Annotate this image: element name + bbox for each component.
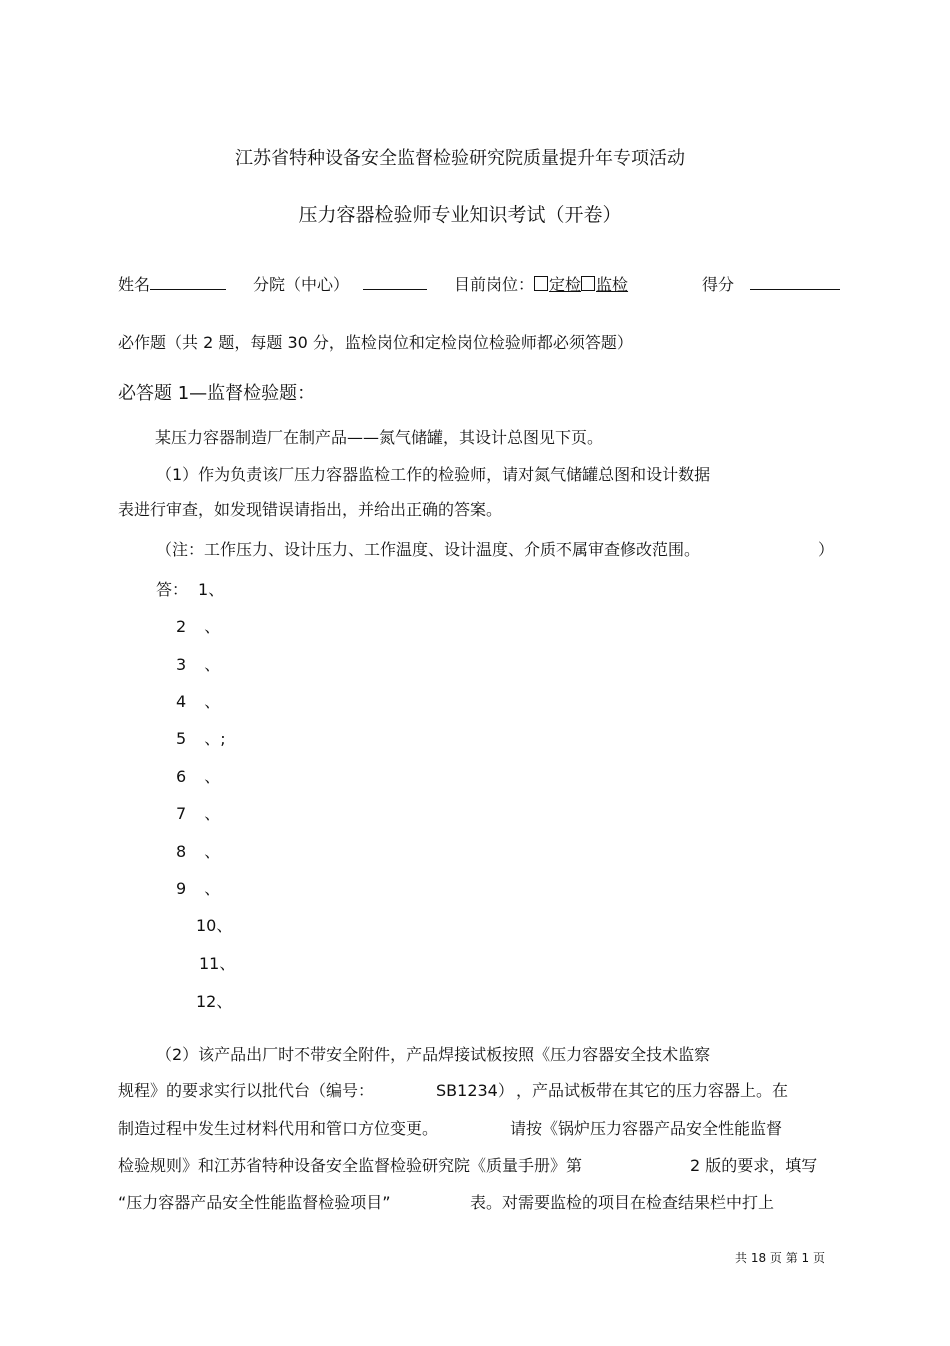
answer-item: 12、	[196, 992, 233, 1011]
title-institute: 江苏省特种设备安全监督检验研究院质量提升年专项活动	[235, 148, 685, 169]
answer-item: 8 、	[176, 842, 221, 861]
answer-item: 6 、	[176, 767, 221, 786]
answer-item: 2 、	[176, 617, 221, 636]
page-footer: 共 18 页 第 1 页	[735, 1251, 825, 1265]
answer-item: 11、	[199, 954, 236, 973]
part2-line5b: 表。对需要监检的项目在检查结果栏中打上	[470, 1193, 775, 1212]
part2-line4b: 2 版的要求，填写	[690, 1156, 818, 1175]
title-exam: 压力容器检验师专业知识考试（开卷）	[298, 204, 622, 226]
branch-field	[253, 275, 427, 295]
checkbox-dingjian[interactable]	[534, 276, 548, 291]
part2-code: SB1234）	[436, 1081, 514, 1100]
part2-line1: （2）该产品出厂时不带安全附件，产品焊接试板按照《压力容器安全技术监察	[156, 1045, 711, 1064]
answer-item: 1、	[198, 580, 225, 599]
part2-line3a: 制造过程中发生过材料代用和管口方位变更。	[118, 1119, 439, 1138]
score-blank[interactable]	[750, 275, 840, 290]
position-label: 目前岗位：	[454, 275, 535, 294]
part2-line3b: 请按《锅炉压力容器产品安全性能监督	[510, 1119, 783, 1138]
answer-item: 7 、	[176, 804, 221, 823]
answer-item: 4 、	[176, 692, 221, 711]
option-jianjian: 监检	[596, 275, 629, 294]
part2-line5a: “压力容器产品安全性能监督检验项目”	[118, 1193, 391, 1212]
answer-item: 10、	[196, 916, 233, 935]
part1-line2: 表进行审查，如发现错误请指出，并给出正确的答案。	[118, 500, 503, 519]
note-close: ）	[818, 540, 835, 559]
position-field	[454, 275, 628, 295]
part2-line4a: 检验规则》和江苏省特种设备安全监督检验研究院《质量手册》第	[118, 1156, 583, 1175]
answer-item: 5 、;	[176, 729, 226, 748]
instruction: 必作题（共 2 题，每题 30 分，监检岗位和定检岗位检验师都必须答题）	[118, 333, 633, 352]
part2-line2a: 规程》的要求实行以批代台（编号：	[118, 1081, 375, 1100]
answer-item: 9 、	[176, 879, 221, 898]
score-label: 得分	[702, 275, 735, 294]
answer-label: 答：	[156, 580, 189, 599]
checkbox-jianjian[interactable]	[581, 276, 595, 291]
answer-item: 3 、	[176, 655, 221, 674]
branch-label: 分院（中心）	[253, 275, 350, 294]
part2-line2b: ，产品试板带在其它的压力容器上。在	[516, 1081, 789, 1100]
branch-blank[interactable]	[363, 275, 427, 290]
score-field	[702, 275, 840, 295]
note: （注：工作压力、设计压力、工作温度、设计温度、介质不属审查修改范围。	[156, 540, 701, 559]
name-label: 姓名	[118, 275, 151, 294]
option-dingjian: 定检	[549, 275, 582, 294]
part1-line1: （1）作为负责该厂压力容器监检工作的检验师，请对氮气储罐总图和设计数据	[156, 465, 711, 484]
name-field	[118, 275, 226, 295]
question1-intro: 某压力容器制造厂在制产品——氮气储罐，其设计总图见下页。	[155, 428, 604, 447]
question1-heading: 必答题 1—监督检验题：	[118, 383, 316, 404]
name-blank[interactable]	[150, 275, 226, 290]
